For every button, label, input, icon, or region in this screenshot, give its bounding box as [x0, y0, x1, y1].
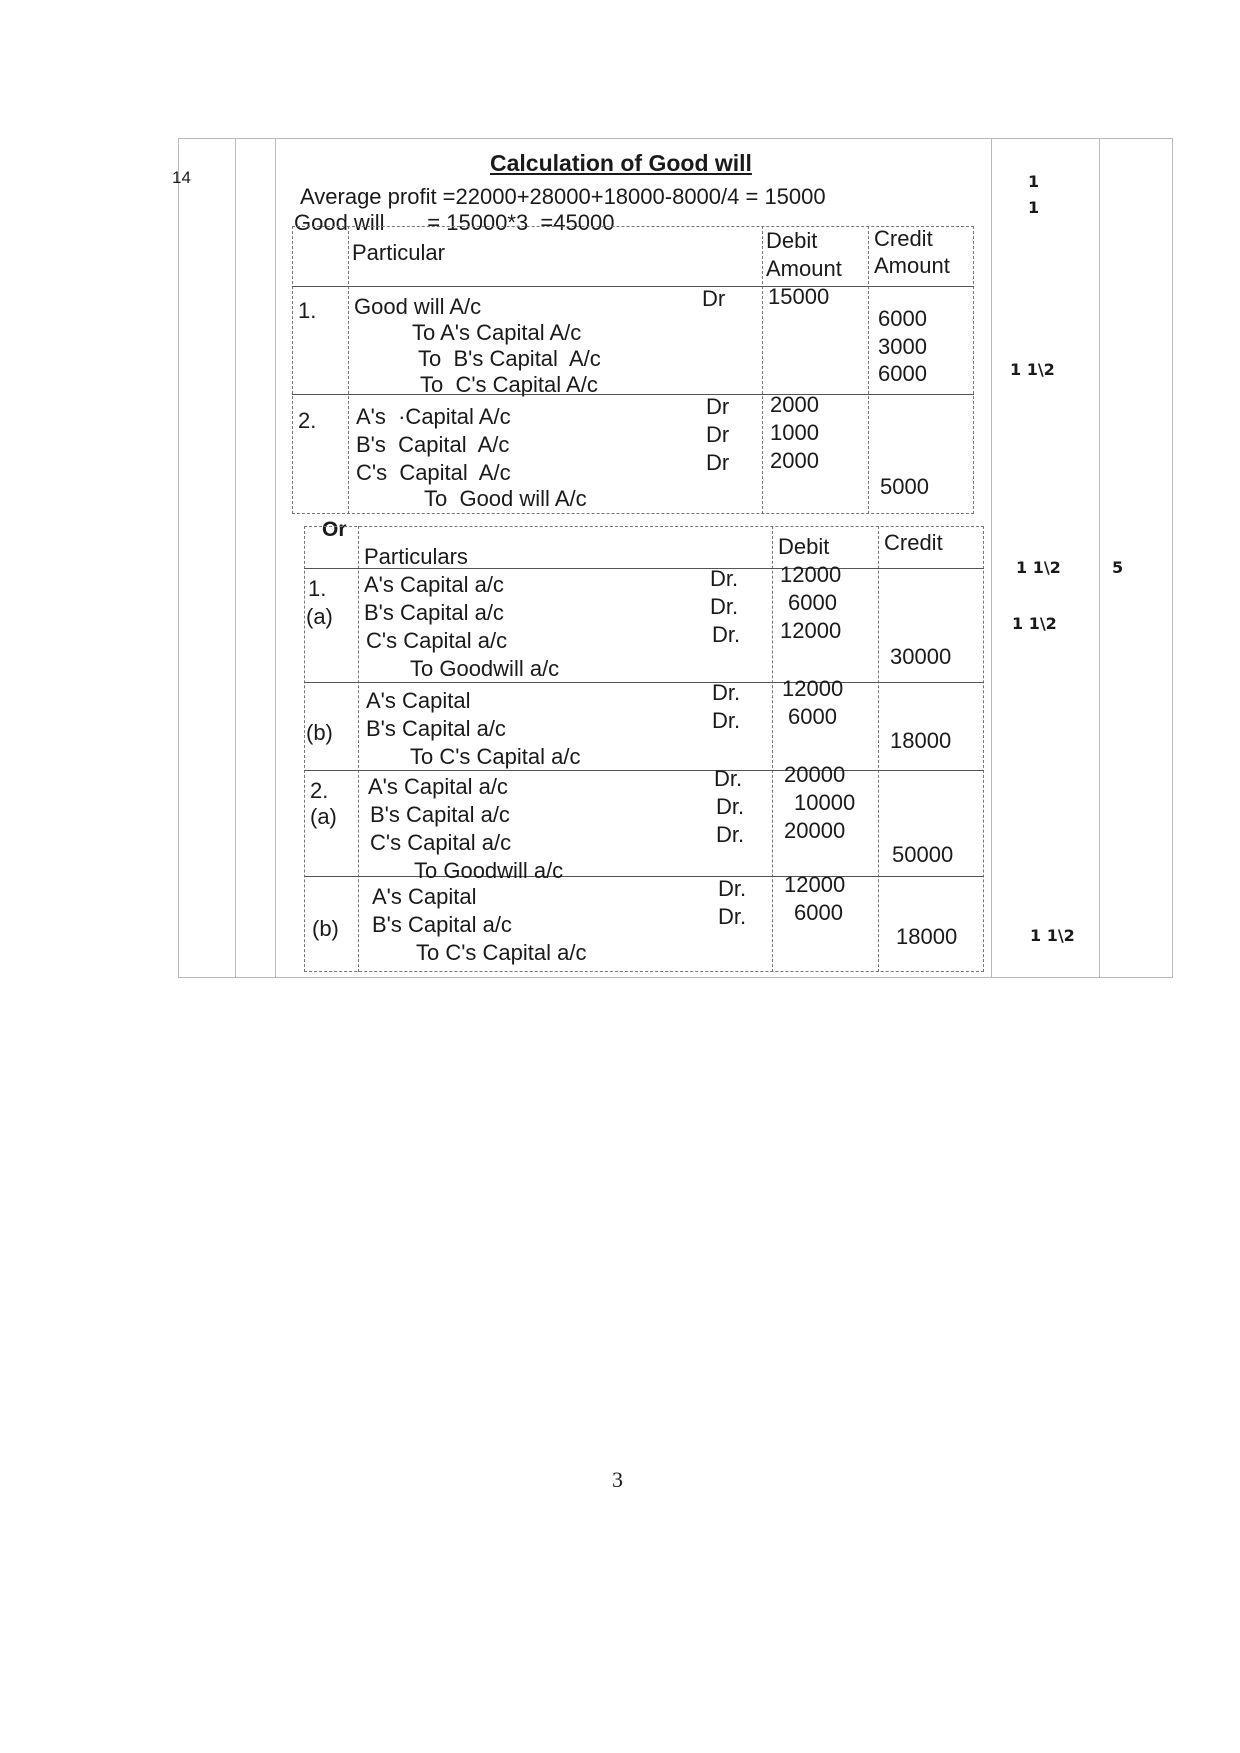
col-line	[358, 526, 359, 972]
goodwill-calc-line: Good will = 15000*3 =45000	[294, 210, 615, 235]
debit-value: 12000	[780, 562, 842, 587]
debit-value: 15000	[768, 284, 830, 309]
credit-value: 6000	[878, 361, 927, 386]
entry-no: 1.	[308, 576, 327, 601]
total-marks: 5	[1112, 558, 1124, 577]
col-line	[348, 226, 349, 514]
debit-value: 2000	[770, 392, 819, 417]
col-line	[772, 526, 773, 972]
header-credit-amount: Amount	[874, 253, 950, 278]
dr-label: Dr	[706, 450, 730, 475]
credit-value: 3000	[878, 334, 927, 359]
header-particular: Particular	[352, 240, 445, 265]
entry-line: B's Capital a/c	[366, 716, 506, 741]
debit-value: 20000	[784, 762, 846, 787]
debit-value: 12000	[782, 676, 844, 701]
credit-value: 18000	[890, 728, 952, 753]
debit-value: 6000	[788, 590, 837, 615]
entry-line: To Good will A/c	[424, 486, 587, 511]
entry-sub: (b)	[306, 720, 333, 745]
entry-line: C's Capital a/c	[370, 830, 512, 855]
entry-line: To Goodwill a/c	[414, 858, 564, 883]
entry-line: To A's Capital A/c	[412, 320, 582, 345]
entry-line: C's Capital A/c	[356, 460, 511, 485]
entry-line: A's ·Capital A/c	[356, 404, 511, 429]
credit-value: 18000	[896, 924, 958, 949]
column-divider	[275, 139, 276, 977]
credit-value: 6000	[878, 306, 927, 331]
entry-sub: (a)	[310, 804, 337, 829]
or-label: Or	[322, 518, 347, 541]
dr-label: Dr.	[718, 876, 747, 901]
debit-value: 1000	[770, 420, 819, 445]
entry-line: To C's Capital a/c	[416, 940, 587, 965]
page-number: 3	[612, 1467, 623, 1492]
dr-label: Dr	[706, 422, 730, 447]
entry-no: 2.	[298, 408, 317, 433]
entry-line: B's Capital a/c	[370, 802, 510, 827]
dr-label: Dr	[706, 394, 730, 419]
entry-line: A's Capital	[372, 884, 477, 909]
col-line	[762, 226, 763, 514]
dr-label: Dr.	[712, 680, 741, 705]
dr-label: Dr.	[712, 622, 741, 647]
entry-line: To C's Capital A/c	[420, 372, 598, 397]
debit-value: 12000	[784, 872, 846, 897]
col-line	[878, 526, 879, 972]
row-line	[304, 876, 984, 877]
header-credit: Credit	[874, 226, 933, 251]
entry-line: Good will A/c	[354, 294, 482, 319]
column-divider	[1099, 139, 1100, 977]
section-title: Calculation of Good will	[490, 150, 752, 176]
mark: 1 1\2	[1030, 926, 1075, 945]
row-line	[304, 682, 984, 683]
debit-value: 20000	[784, 818, 846, 843]
entry-line: A's Capital	[366, 688, 471, 713]
dr-label: Dr.	[718, 904, 747, 929]
header-debit: Debit	[766, 228, 818, 253]
header-debit: Debit	[778, 534, 830, 559]
col-line	[868, 226, 869, 514]
dr-label: Dr.	[716, 822, 745, 847]
entry-line: A's Capital a/c	[364, 572, 504, 597]
dr-label: Dr.	[710, 594, 739, 619]
debit-value: 6000	[794, 900, 843, 925]
mark: 1 1\2	[1016, 558, 1061, 577]
dr-label: Dr.	[716, 794, 745, 819]
header-particulars: Particulars	[364, 544, 468, 569]
row-line	[292, 286, 974, 287]
debit-value: 12000	[780, 618, 842, 643]
question-number: 14	[172, 168, 191, 187]
entry-no: 1.	[298, 298, 317, 323]
credit-value: 5000	[880, 474, 929, 499]
mark: 1 1\2	[1012, 614, 1057, 633]
entry-line: B's Capital a/c	[372, 912, 512, 937]
entry-line: B's Capital a/c	[364, 600, 504, 625]
header-credit: Credit	[884, 530, 943, 555]
row-line	[292, 394, 974, 395]
entry-sub: (a)	[306, 604, 333, 629]
entry-line: B's Capital A/c	[356, 432, 510, 457]
debit-value: 6000	[788, 704, 837, 729]
mark: 1	[1028, 198, 1040, 217]
credit-value: 30000	[890, 644, 952, 669]
entry-no: 2.	[310, 778, 329, 803]
entry-line: To Goodwill a/c	[410, 656, 560, 681]
row-line	[304, 770, 984, 771]
debit-value: 10000	[794, 790, 856, 815]
mark: 1	[1028, 172, 1040, 191]
dr-label: Dr.	[710, 566, 739, 591]
column-divider	[235, 139, 236, 977]
entry-line: To C's Capital a/c	[410, 744, 581, 769]
dr-label: Dr	[702, 286, 726, 311]
entry-line: To B's Capital A/c	[418, 346, 601, 371]
debit-value: 2000	[770, 448, 819, 473]
entry-line: A's Capital a/c	[368, 774, 508, 799]
mark: 1 1\2	[1010, 360, 1055, 379]
average-profit-line: Average profit =22000+28000+18000-8000/4 = 15000	[300, 184, 826, 209]
dr-label: Dr.	[712, 708, 741, 733]
entry-sub: (b)	[312, 916, 339, 941]
column-divider	[991, 139, 992, 977]
entry-line: C's Capital a/c	[366, 628, 508, 653]
header-debit-amount: Amount	[766, 256, 842, 281]
dr-label: Dr.	[714, 766, 743, 791]
credit-value: 50000	[892, 842, 954, 867]
